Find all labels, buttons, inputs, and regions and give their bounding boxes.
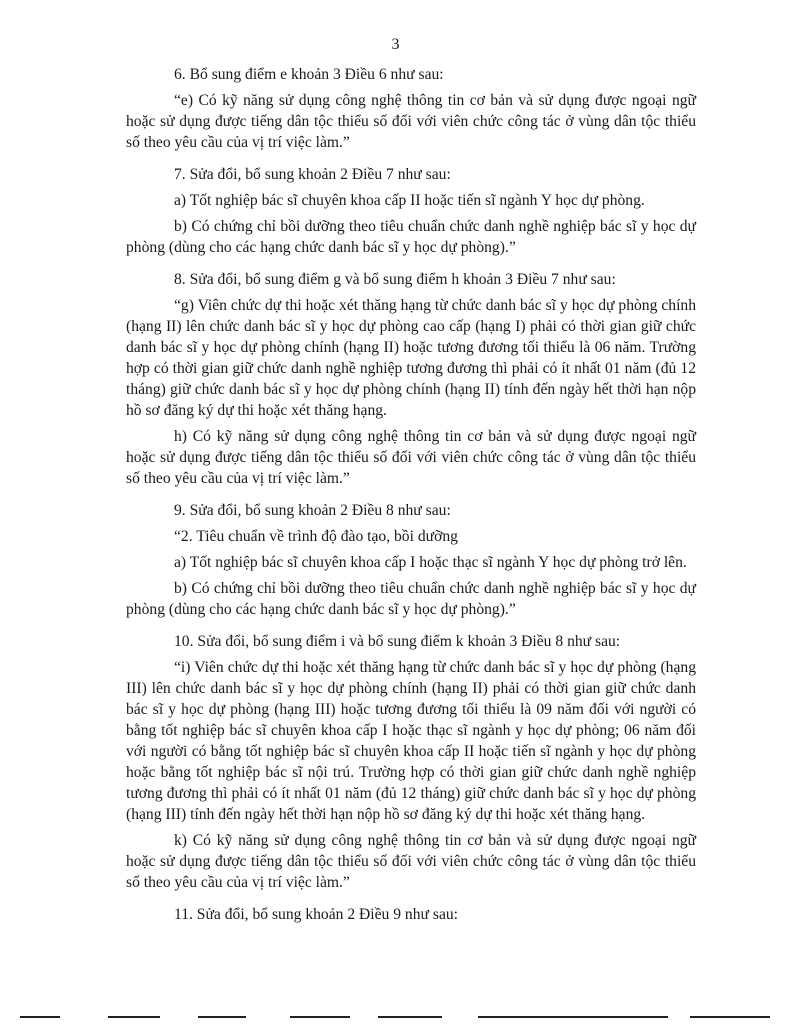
paragraph-point-a: a) Tốt nghiệp bác sĩ chuyên khoa cấp I hoặc thạc sĩ ngành Y học dự phòng trở lên. xyxy=(174,554,687,571)
paragraph-point-a: a) Tốt nghiệp bác sĩ chuyên khoa cấp II hoặc tiến sĩ ngành Y học dự phòng. xyxy=(174,192,645,209)
paragraph-point-h: h) Có kỹ năng sử dụng công nghệ thông tin cơ bản và sử dụng được ngoại ngữ hoặc sử dụng được tiếng dân tộc thiểu số đối với viên chức công tác ở vùng dân tộc thiểu số theo yêu cầu của vị trí việc làm.” xyxy=(126,428,696,487)
scan-edge-marks xyxy=(0,1016,791,1019)
paragraph-section-6: 6. Bổ sung điểm e khoản 3 Điều 6 như sau: xyxy=(174,66,444,83)
scan-edge-mark xyxy=(290,1016,350,1018)
scan-edge-mark xyxy=(20,1016,60,1018)
scan-edge-mark xyxy=(690,1016,770,1018)
paragraph-point-g: “g) Viên chức dự thi hoặc xét thăng hạng từ chức danh bác sĩ y học dự phòng chính (hạng II) lên chức danh bác sĩ y học dự phòng cao cấp (hạng I) phải có thời gian giữ chức danh bác sĩ y học dự phòng chính (hạng II) hoặc tương đương tối thiểu là 06 năm. Trường hợp có thời gian giữ chức danh nghề nghiệp tương đương thì phải có ít nhất 01 năm (đủ 12 tháng) giữ chức danh bác sĩ y học dự phòng chính (hạng II) tính đến ngày hết thời hạn nộp hồ sơ đăng ký dự thi hoặc xét thăng hạng. xyxy=(126,297,696,419)
paragraph-section-8: 8. Sửa đổi, bổ sung điểm g và bổ sung điểm h khoản 3 Điều 7 như sau: xyxy=(174,271,616,288)
paragraph-section-10: 10. Sửa đổi, bổ sung điểm i và bổ sung điểm k khoản 3 Điều 8 như sau: xyxy=(174,633,621,650)
paragraph-point-i: “i) Viên chức dự thi hoặc xét thăng hạng từ chức danh bác sĩ y học dự phòng (hạng III) lên chức danh bác sĩ y học dự phòng chính (hạng II) phải có thời gian giữ chức danh bác sĩ y học dự phòng (hạng III) hoặc tương đương tối thiểu là 09 năm đối với người có bằng tốt nghiệp bác sĩ chuyên khoa cấp I hoặc thạc sĩ ngành y học dự phòng; 06 năm đối với người có bằng tốt nghiệp bác sĩ chuyên khoa cấp II hoặc tiến sĩ ngành y học dự phòng hoặc bằng tốt nghiệp bác sĩ nội trú. Trường hợp có thời gian giữ chức danh nghề nghiệp tương đương thì phải có ít nhất 01 năm (đủ 12 tháng) giữ chức danh bác sĩ y học dự phòng (hạng III) tính đến ngày hết thời hạn nộp hồ sơ đăng ký dự thi hoặc xét thăng hạng. xyxy=(126,659,696,823)
document-body xyxy=(126,64,696,930)
paragraph-clause-2: “2. Tiêu chuẩn về trình độ đào tạo, bồi dưỡng xyxy=(174,528,458,545)
scan-edge-mark xyxy=(478,1016,668,1018)
paragraph-point-b: b) Có chứng chỉ bồi dưỡng theo tiêu chuẩn chức danh nghề nghiệp bác sĩ y học dự phòng (dùng cho các hạng chức danh bác sĩ y học dự phòng).” xyxy=(126,580,696,618)
scan-edge-mark xyxy=(198,1016,246,1018)
scan-edge-mark xyxy=(108,1016,160,1018)
scan-edge-mark xyxy=(378,1016,442,1018)
paragraph-section-7: 7. Sửa đổi, bổ sung khoản 2 Điều 7 như sau: xyxy=(174,166,451,183)
paragraph-section-11: 11. Sửa đổi, bổ sung khoản 2 Điều 9 như sau: xyxy=(174,906,458,923)
page-number: 3 xyxy=(391,36,400,53)
paragraph-section-9: 9. Sửa đổi, bổ sung khoản 2 Điều 8 như sau: xyxy=(174,502,451,519)
paragraph-point-e: “e) Có kỹ năng sử dụng công nghệ thông tin cơ bản và sử dụng được ngoại ngữ hoặc sử dụng được tiếng dân tộc thiểu số đối với viên chức công tác ở vùng dân tộc thiểu số theo yêu cầu của vị trí việc làm.” xyxy=(126,92,696,151)
paragraph-point-b: b) Có chứng chỉ bồi dưỡng theo tiêu chuẩn chức danh nghề nghiệp bác sĩ y học dự phòng (dùng cho các hạng chức danh bác sĩ y học dự phòng).” xyxy=(126,218,696,256)
paragraph-point-k: k) Có kỹ năng sử dụng công nghệ thông tin cơ bản và sử dụng được ngoại ngữ hoặc sử dụng được tiếng dân tộc thiểu số đối với viên chức công tác ở vùng dân tộc thiểu số theo yêu cầu của vị trí việc làm.” xyxy=(126,832,696,891)
